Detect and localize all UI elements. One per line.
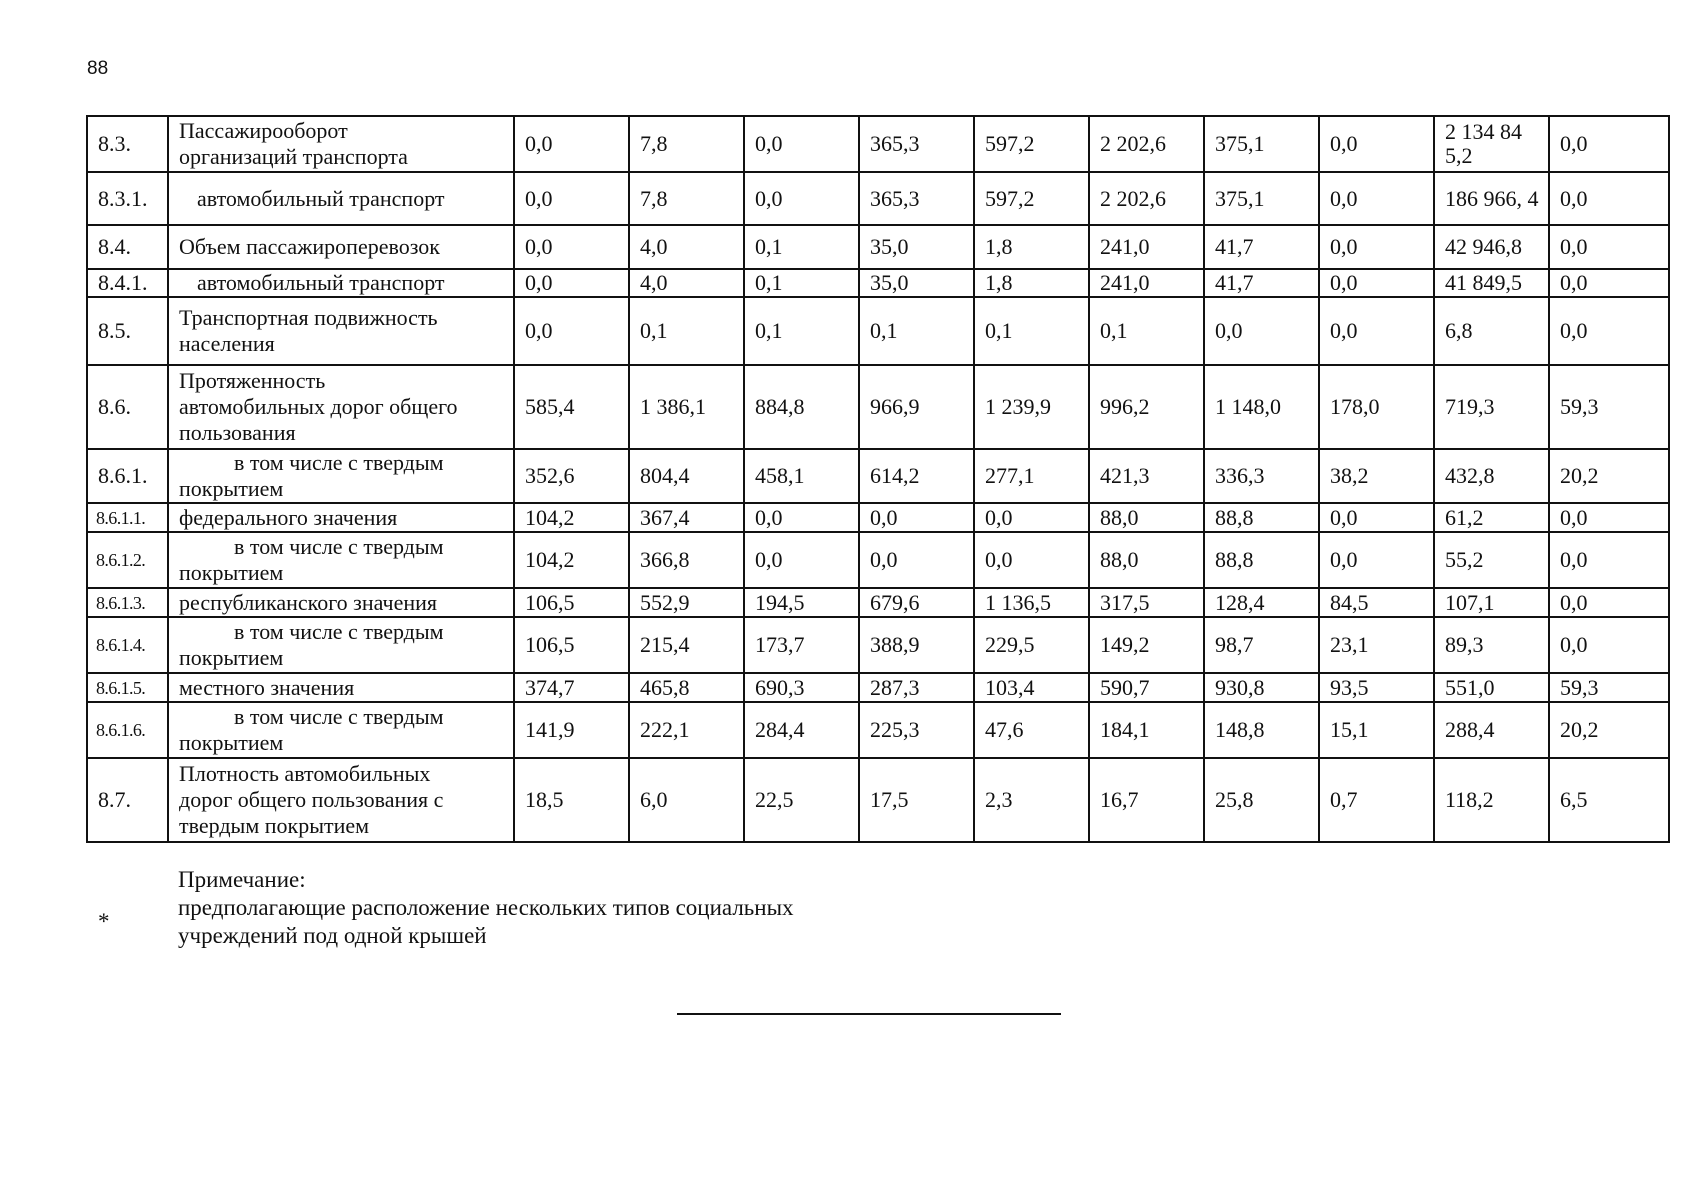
value-cell: 0,0: [1549, 297, 1669, 365]
value-cell: 0,0: [1319, 225, 1434, 269]
value-cell: 336,3: [1204, 449, 1319, 503]
value-cell: 6,5: [1549, 758, 1669, 842]
value-cell: 0,0: [1319, 172, 1434, 225]
value-cell: 42 946,8: [1434, 225, 1549, 269]
value-cell: 679,6: [859, 588, 974, 617]
value-cell: 375,1: [1204, 172, 1319, 225]
value-cell: 7,8: [629, 172, 744, 225]
value-cell: 93,5: [1319, 673, 1434, 702]
indicator-name-line: Пассажирооборот: [179, 118, 348, 143]
indicator-name-line: автомобильный транспорт: [197, 185, 445, 211]
value-cell: 104,2: [514, 503, 629, 532]
value-cell: 106,5: [514, 588, 629, 617]
table-row: [87, 503, 1669, 532]
value-cell: 0,0: [1549, 225, 1669, 269]
value-cell: 148,8: [1204, 702, 1319, 758]
indicator-name: [168, 365, 514, 449]
value-cell: 215,4: [629, 617, 744, 673]
indicator-name-line: автомобильный транспорт: [197, 270, 445, 295]
table-row: [87, 532, 1669, 588]
row-number: 8.6.1.3.: [87, 588, 168, 617]
value-cell: 225,3: [859, 702, 974, 758]
indicator-name-line: федерального значения: [179, 504, 398, 530]
indicator-name-line: в том числе с твердым: [234, 534, 444, 559]
value-cell: 0,0: [514, 116, 629, 172]
value-cell: 0,0: [514, 225, 629, 269]
value-cell: 41,7: [1204, 225, 1319, 269]
value-cell: 388,9: [859, 617, 974, 673]
value-cell: 59,3: [1549, 673, 1669, 702]
value-cell: 2 134 84 5,2: [1434, 116, 1549, 172]
value-cell: 551,0: [1434, 673, 1549, 702]
value-cell: 0,0: [514, 172, 629, 225]
value-cell: 465,8: [629, 673, 744, 702]
value-cell: 17,5: [859, 758, 974, 842]
row-number: 8.7.: [87, 758, 168, 842]
value-cell: 25,8: [1204, 758, 1319, 842]
value-cell: 149,2: [1089, 617, 1204, 673]
value-cell: 88,0: [1089, 532, 1204, 588]
value-cell: 996,2: [1089, 365, 1204, 449]
closing-rule: [677, 1013, 1061, 1015]
indicator-name: [168, 449, 514, 503]
table-row: [87, 702, 1669, 758]
table-row: [87, 116, 1669, 172]
value-cell: 590,7: [1089, 673, 1204, 702]
value-cell: 1 386,1: [629, 365, 744, 449]
value-cell: 41,7: [1204, 269, 1319, 297]
value-cell: 458,1: [744, 449, 859, 503]
value-cell: 107,1: [1434, 588, 1549, 617]
indicator-name: [168, 532, 514, 588]
value-cell: 20,2: [1549, 449, 1669, 503]
table-row: [87, 365, 1669, 449]
value-cell: 804,4: [629, 449, 744, 503]
indicator-name: [168, 269, 514, 297]
value-cell: 284,4: [744, 702, 859, 758]
indicator-name-line: твердым покрытием: [179, 813, 370, 838]
value-cell: 0,1: [744, 297, 859, 365]
row-number: 8.6.1.2.: [87, 532, 168, 588]
indicator-name-line: Транспортная подвижность: [179, 305, 438, 330]
value-cell: 194,5: [744, 588, 859, 617]
indicator-name: [168, 225, 514, 269]
value-cell: 1,8: [974, 225, 1089, 269]
value-cell: 104,2: [514, 532, 629, 588]
value-cell: 89,3: [1434, 617, 1549, 673]
table-row: [87, 225, 1669, 269]
value-cell: 884,8: [744, 365, 859, 449]
table-row: [87, 449, 1669, 503]
value-cell: 118,2: [1434, 758, 1549, 842]
value-cell: 88,8: [1204, 532, 1319, 588]
data-table: [86, 115, 1670, 843]
row-number: 8.6.: [87, 365, 168, 449]
value-cell: 719,3: [1434, 365, 1549, 449]
value-cell: 366,8: [629, 532, 744, 588]
value-cell: 0,1: [744, 269, 859, 297]
row-number: 8.6.1.5.: [87, 673, 168, 702]
value-cell: 0,0: [1319, 297, 1434, 365]
table-row: [87, 588, 1669, 617]
value-cell: 61,2: [1434, 503, 1549, 532]
row-number: 8.3.1.: [87, 172, 168, 225]
row-number: 8.6.1.1.: [87, 503, 168, 532]
indicator-name: [168, 702, 514, 758]
value-cell: 0,0: [1204, 297, 1319, 365]
indicator-name-line: в том числе с твердым: [234, 704, 444, 729]
value-cell: 1 148,0: [1204, 365, 1319, 449]
value-cell: 585,4: [514, 365, 629, 449]
indicator-name-line: покрытием: [179, 730, 284, 755]
value-cell: 7,8: [629, 116, 744, 172]
value-cell: 103,4: [974, 673, 1089, 702]
value-cell: 41 849,5: [1434, 269, 1549, 297]
value-cell: 0,0: [859, 532, 974, 588]
value-cell: 1,8: [974, 269, 1089, 297]
value-cell: 277,1: [974, 449, 1089, 503]
value-cell: 930,8: [1204, 673, 1319, 702]
value-cell: 966,9: [859, 365, 974, 449]
value-cell: 317,5: [1089, 588, 1204, 617]
value-cell: 186 966, 4: [1434, 172, 1549, 225]
row-number: 8.4.1.: [87, 269, 168, 297]
indicator-name-line: местного значения: [179, 674, 355, 700]
indicator-name-line: Объем пассажироперевозок: [179, 234, 440, 259]
value-cell: 106,5: [514, 617, 629, 673]
value-cell: 0,0: [1549, 617, 1669, 673]
value-cell: 0,0: [744, 532, 859, 588]
value-cell: 47,6: [974, 702, 1089, 758]
value-cell: 0,0: [1549, 503, 1669, 532]
row-number: 8.5.: [87, 297, 168, 365]
value-cell: 6,8: [1434, 297, 1549, 365]
value-cell: 2,3: [974, 758, 1089, 842]
value-cell: 552,9: [629, 588, 744, 617]
indicator-name-line: населения: [179, 331, 275, 356]
indicator-name: [168, 116, 514, 172]
indicator-name-line: в том числе с твердым: [234, 619, 444, 644]
value-cell: 374,7: [514, 673, 629, 702]
value-cell: 1 239,9: [974, 365, 1089, 449]
indicator-name-line: Протяженность: [179, 368, 326, 393]
indicator-name: [168, 172, 514, 225]
value-cell: 0,0: [1549, 588, 1669, 617]
value-cell: 22,5: [744, 758, 859, 842]
value-cell: 352,6: [514, 449, 629, 503]
value-cell: 0,0: [744, 503, 859, 532]
value-cell: 0,1: [744, 225, 859, 269]
indicator-name-line: в том числе с твердым: [234, 450, 444, 475]
value-cell: 16,7: [1089, 758, 1204, 842]
value-cell: 597,2: [974, 116, 1089, 172]
indicator-name: [168, 503, 514, 532]
value-cell: 597,2: [974, 172, 1089, 225]
value-cell: 241,0: [1089, 269, 1204, 297]
value-cell: 367,4: [629, 503, 744, 532]
note-block: [178, 866, 794, 950]
value-cell: 0,0: [744, 172, 859, 225]
value-cell: 222,1: [629, 702, 744, 758]
value-cell: 35,0: [859, 225, 974, 269]
indicator-name-line: покрытием: [179, 476, 284, 501]
value-cell: 0,0: [1549, 172, 1669, 225]
value-cell: 84,5: [1319, 588, 1434, 617]
value-cell: 229,5: [974, 617, 1089, 673]
indicator-name: [168, 297, 514, 365]
row-number: 8.6.1.6.: [87, 702, 168, 758]
value-cell: 2 202,6: [1089, 172, 1204, 225]
value-cell: 55,2: [1434, 532, 1549, 588]
row-number: 8.6.1.: [87, 449, 168, 503]
value-cell: 4,0: [629, 269, 744, 297]
indicator-name-line: организаций транспорта: [179, 144, 408, 169]
table-row: [87, 673, 1669, 702]
indicator-name: [168, 673, 514, 702]
value-cell: 178,0: [1319, 365, 1434, 449]
value-cell: 375,1: [1204, 116, 1319, 172]
note-text-line-1: предполагающие расположение нескольких типов социальных: [178, 895, 794, 920]
row-number: 8.3.: [87, 116, 168, 172]
value-cell: 690,3: [744, 673, 859, 702]
value-cell: 421,3: [1089, 449, 1204, 503]
table-row: [87, 172, 1669, 225]
value-cell: 0,0: [1549, 532, 1669, 588]
value-cell: 0,0: [974, 532, 1089, 588]
value-cell: 365,3: [859, 116, 974, 172]
table-row: [87, 758, 1669, 842]
table-body: [87, 116, 1669, 842]
indicator-name-line: дорог общего пользования с: [179, 787, 444, 812]
value-cell: 432,8: [1434, 449, 1549, 503]
value-cell: 4,0: [629, 225, 744, 269]
table-row: [87, 297, 1669, 365]
value-cell: 2 202,6: [1089, 116, 1204, 172]
row-number: 8.4.: [87, 225, 168, 269]
value-cell: 0,0: [1549, 116, 1669, 172]
indicator-name-line: Плотность автомобильных: [179, 761, 431, 786]
value-cell: 88,0: [1089, 503, 1204, 532]
indicator-name: [168, 758, 514, 842]
value-cell: 0,0: [514, 297, 629, 365]
value-cell: 0,0: [1549, 269, 1669, 297]
value-cell: 0,1: [974, 297, 1089, 365]
value-cell: 0,0: [859, 503, 974, 532]
table-row: [87, 617, 1669, 673]
value-cell: 38,2: [1319, 449, 1434, 503]
note-asterisk: *: [98, 909, 110, 934]
note-text-line-2: учреждений под одной крышей: [178, 923, 487, 948]
note-title: Примечание:: [178, 867, 306, 892]
value-cell: 1 136,5: [974, 588, 1089, 617]
value-cell: 0,1: [1089, 297, 1204, 365]
value-cell: 6,0: [629, 758, 744, 842]
value-cell: 59,3: [1549, 365, 1669, 449]
indicator-name-line: покрытием: [179, 645, 284, 670]
indicator-name: [168, 617, 514, 673]
value-cell: 23,1: [1319, 617, 1434, 673]
value-cell: 88,8: [1204, 503, 1319, 532]
value-cell: 0,1: [859, 297, 974, 365]
value-cell: 614,2: [859, 449, 974, 503]
value-cell: 128,4: [1204, 588, 1319, 617]
value-cell: 141,9: [514, 702, 629, 758]
value-cell: 288,4: [1434, 702, 1549, 758]
row-number: 8.6.1.4.: [87, 617, 168, 673]
value-cell: 15,1: [1319, 702, 1434, 758]
value-cell: 18,5: [514, 758, 629, 842]
value-cell: 0,0: [1319, 532, 1434, 588]
value-cell: 0,0: [1319, 116, 1434, 172]
value-cell: 184,1: [1089, 702, 1204, 758]
value-cell: 0,0: [1319, 269, 1434, 297]
table-row: [87, 269, 1669, 297]
value-cell: 0,0: [514, 269, 629, 297]
value-cell: 0,0: [1319, 503, 1434, 532]
indicator-name-line: автомобильных дорог общего: [179, 394, 458, 419]
value-cell: 241,0: [1089, 225, 1204, 269]
indicator-name-line: пользования: [179, 420, 296, 445]
indicator-name-line: республиканского значения: [179, 589, 438, 615]
value-cell: 287,3: [859, 673, 974, 702]
value-cell: 20,2: [1549, 702, 1669, 758]
value-cell: 98,7: [1204, 617, 1319, 673]
value-cell: 365,3: [859, 172, 974, 225]
value-cell: 35,0: [859, 269, 974, 297]
value-cell: 0,1: [629, 297, 744, 365]
indicator-name-line: покрытием: [179, 560, 284, 585]
indicator-name: [168, 588, 514, 617]
value-cell: 0,7: [1319, 758, 1434, 842]
value-cell: 173,7: [744, 617, 859, 673]
value-cell: 0,0: [744, 116, 859, 172]
page-number: 88: [87, 58, 109, 79]
value-cell: 0,0: [974, 503, 1089, 532]
